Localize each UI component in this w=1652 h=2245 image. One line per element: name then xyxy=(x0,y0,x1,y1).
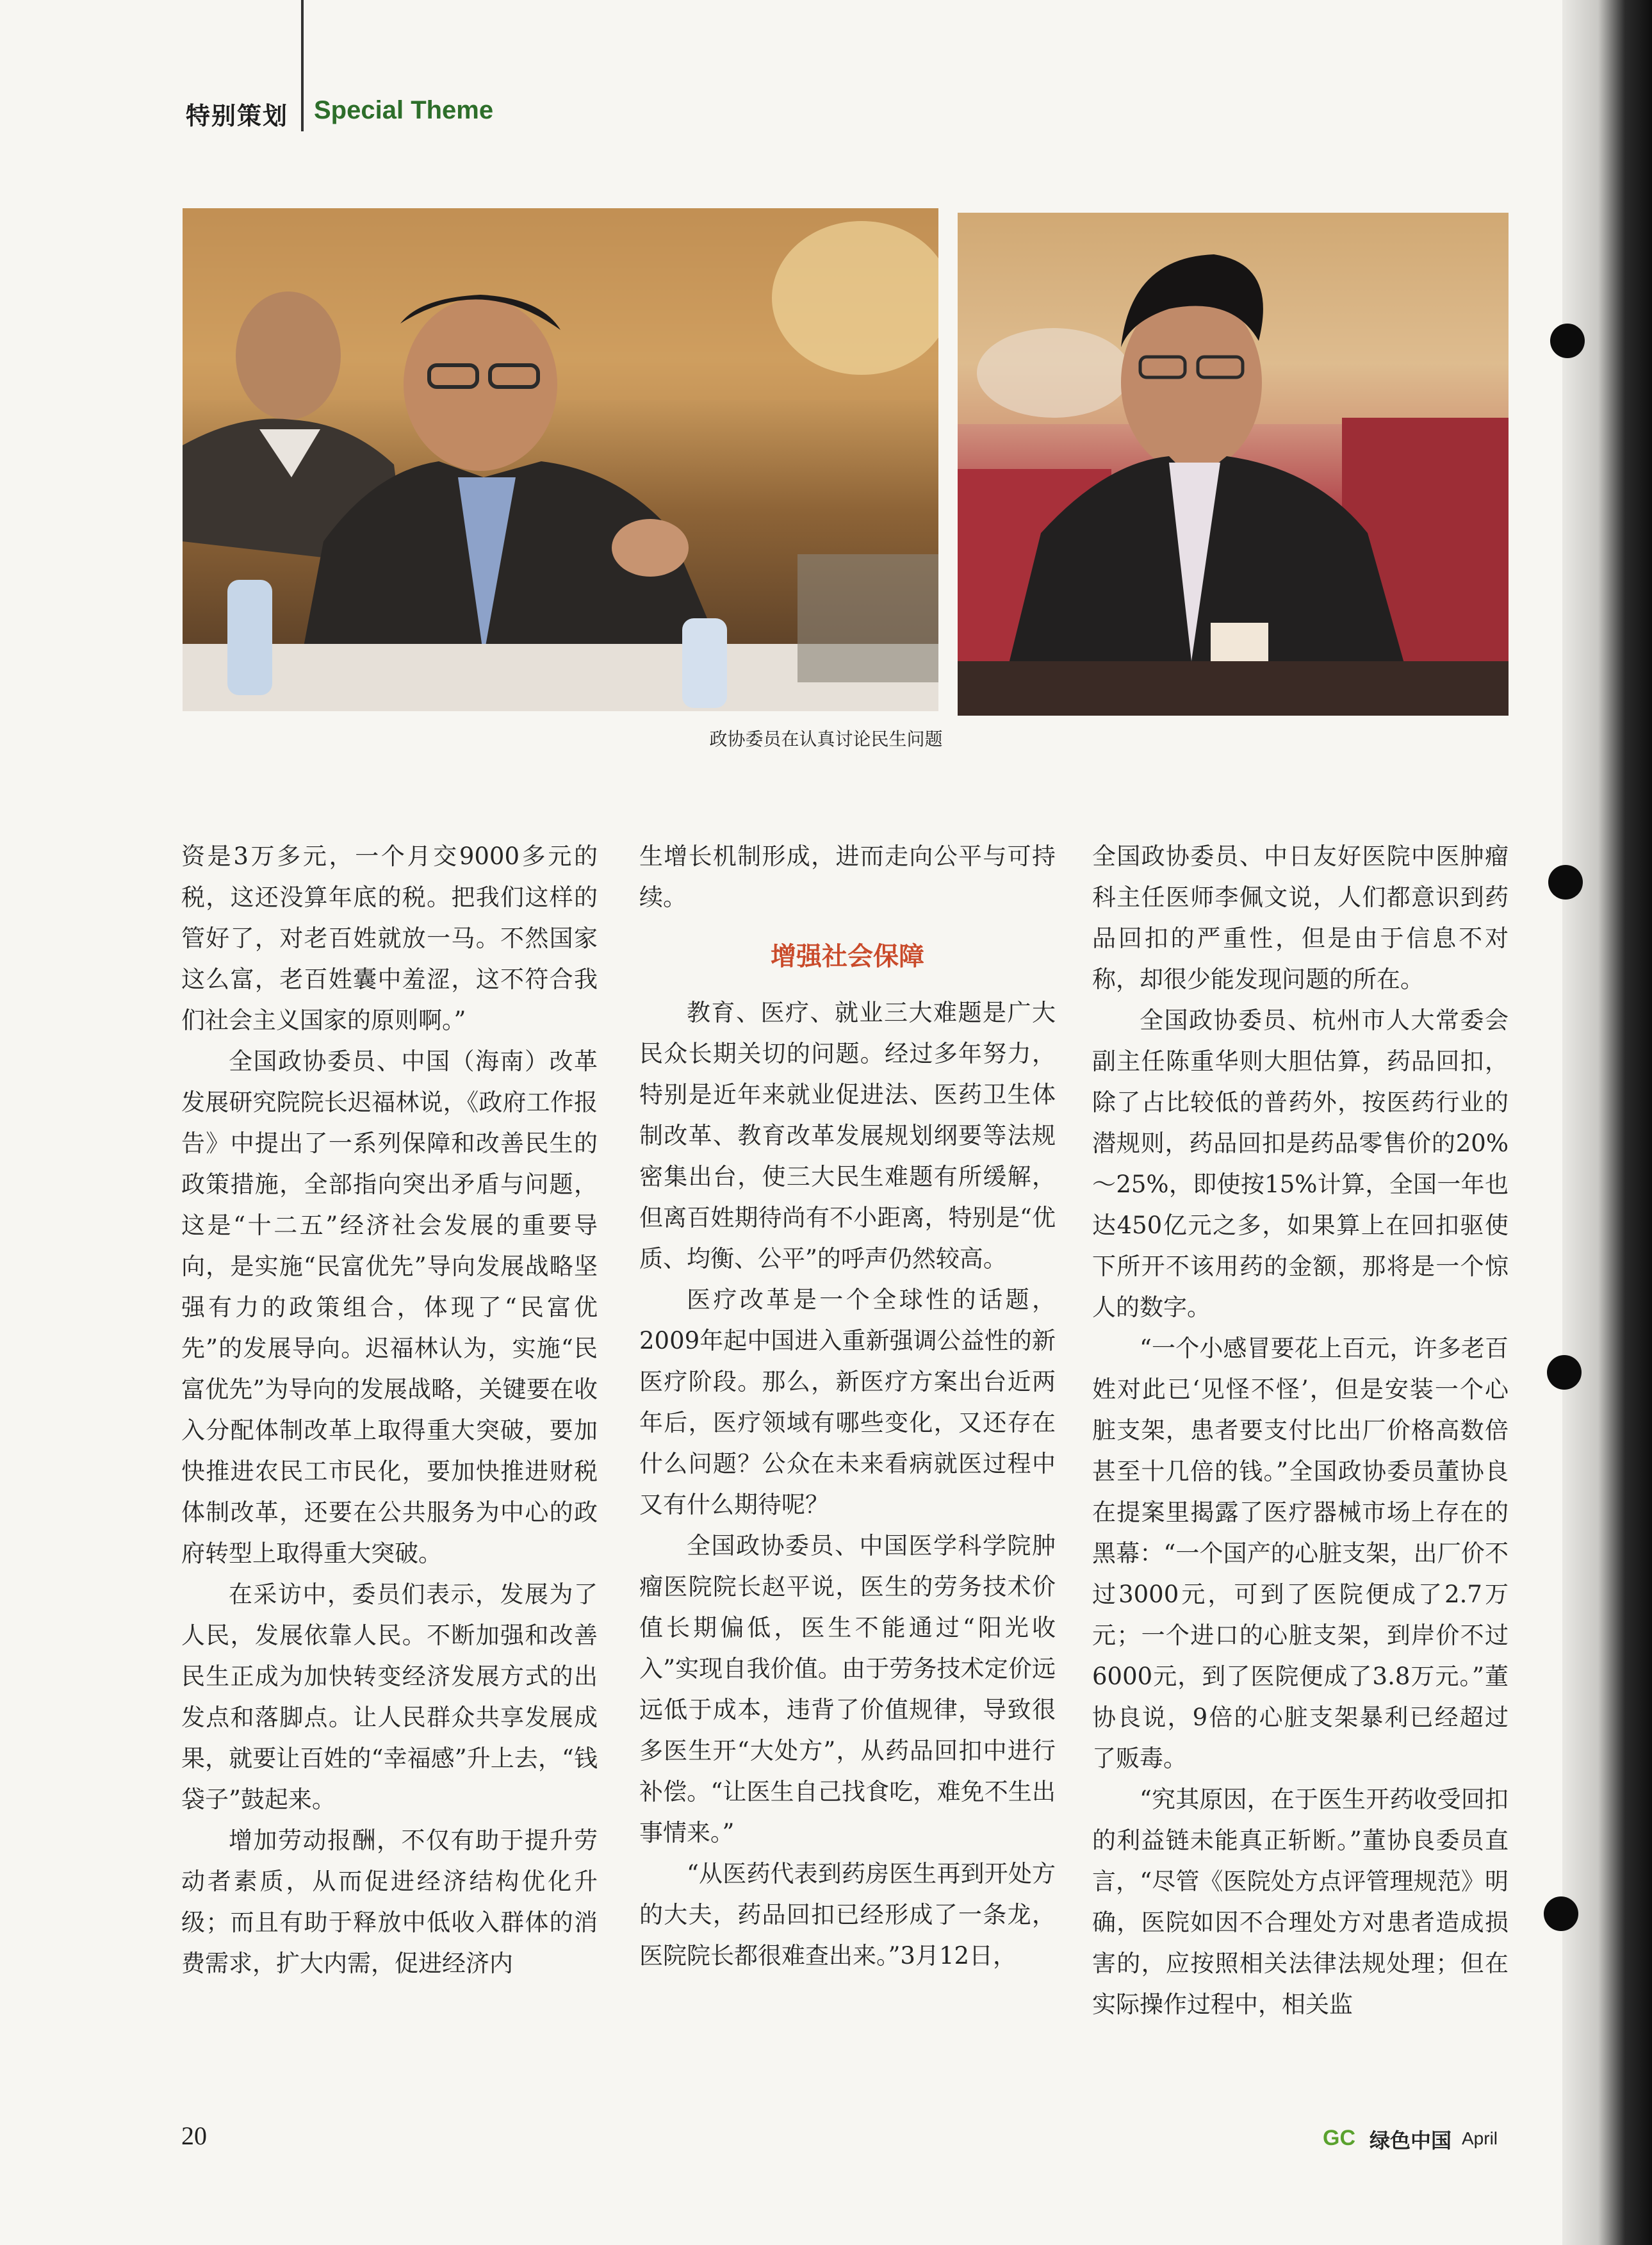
paragraph: 增加劳动报酬，不仅有助于提升劳动者素质，从而促进经济结构优化升级；而且有助于释放中低收入群体的消费需求，扩大内需，促进经济内 xyxy=(181,1827,598,1977)
photo-committee-member-listening xyxy=(958,213,1509,716)
magazine-name: 绿色中国 xyxy=(1370,2128,1452,2153)
binder-hole xyxy=(1547,1355,1582,1390)
paragraph: 全国政协委员、杭州市人大常委会副主任陈重华则大胆估算，药品回扣，除了占比较低的普药外，按医药行业的潜规则，药品回扣是药品零售价的20%～25%，即使按15%计算，全国一年也达450亿元之多，如果算上在回扣驱使下所开不该用药的金额，那将是一个惊人的数字。 xyxy=(1092,1007,1509,1321)
paragraph: “究其原因，在于医生开药收受回扣的利益链未能真正斩断。”董协良委员直言，“尽管《医院处方点评管理规范》明确，医院如因不合理处方对患者造成损害的，应按照相关法律法规处理；但在实际操作过程中，相关监 xyxy=(1092,1786,1509,2018)
page-number: 20 xyxy=(181,2121,207,2150)
paragraph: 医疗改革是一个全球性的话题，2009年起中国进入重新强调公益性的新医疗阶段。那么，新医疗方案出台近两年后，医疗领域有哪些变化，又还存在什么问题？公众在未来看病就医过程中又有什么期待呢？ xyxy=(639,1286,1056,1518)
paragraph: 在采访中，委员们表示，发展为了人民，发展依靠人民。不断加强和改善民生正成为加快转变经济发展方式的出发点和落脚点。让人民群众共享发展成果，就要让百姓的“幸福感”升上去，“钱袋子”鼓起来。 xyxy=(181,1581,598,1813)
paragraph: “从医药代表到药房医生再到开处方的大夫，药品回扣已经形成了一条龙，医院院长都很难查出来。”3月12日， xyxy=(639,1860,1056,1970)
article-column-2 xyxy=(639,836,1056,1977)
binder-hole xyxy=(1550,324,1585,358)
binder-hole xyxy=(1548,865,1583,900)
section-title-cn: 特别策划 xyxy=(186,102,289,130)
issue-month: April xyxy=(1462,2128,1498,2148)
header-divider xyxy=(301,0,304,131)
magazine-logo: GC xyxy=(1323,2126,1355,2150)
paragraph: 教育、医疗、就业三大难题是广大民众长期关切的问题。经过多年努力，特别是近年来就业促进法、医药卫生体制改革、教育改革发展规划纲要等法规密集出台，使三大民生难题有所缓解，但离百姓期待尚有不小距离，特别是“优质、均衡、公平”的呼声仍然较高。 xyxy=(639,999,1056,1272)
article-column-1 xyxy=(181,836,598,1984)
section-title-en: Special Theme xyxy=(314,96,494,124)
paragraph: 全国政协委员、中国医学科学院肿瘤医院院长赵平说，医生的劳务技术价值长期偏低，医生不能通过“阳光收入”实现自我价值。由于劳务技术定价远远低于成本，违背了价值规律，导致很多医生开“大处方”，从药品回扣中进行补偿。“让医生自己找食吃，难免不生出事情来。” xyxy=(639,1532,1056,1846)
paragraph: “一个小感冒要花上百元，许多老百姓对此已‘见怪不怪’，但是安装一个心脏支架，患者要支付比出厂价格高数倍甚至十几倍的钱。”全国政协委员董协良在提案里揭露了医疗器械市场上存在的黑幕：“一个国产的心脏支架，出厂价不过3000元，可到了医院便成了2.7万元；一个进口的心脏支架，到岸价不过6000元，到了医院便成了3.8万元。”董协良说，9倍的心脏支架暴利已经超过了贩毒。 xyxy=(1092,1335,1509,1772)
binder-hole xyxy=(1544,1896,1578,1931)
subsection-heading: 增强社会保障 xyxy=(771,942,924,971)
paragraph: 全国政协委员、中国（海南）改革发展研究院院长迟福林说，《政府工作报告》中提出了一系列保障和改善民生的政策措施，全部指向突出矛盾与问题，这是“十二五”经济社会发展的重要导向，是实施“民富优先”导向发展战略坚强有力的政策组合，体现了“民富优先”的发展导向。迟福林认为，实施“民富优先”为导向的发展战略，关键要在收入分配体制改革上取得重大突破，要加快推进农民工市民化，要加快推进财税体制改革，还要在公共服务为中心的政府转型上取得重大突破。 xyxy=(181,1048,598,1567)
paragraph: 生增长机制形成，进而走向公平与可持续。 xyxy=(639,843,1056,911)
article-column-3 xyxy=(1092,836,1509,2025)
paragraph: 资是3万多元，一个月交9000多元的税，这还没算年底的税。把我们这样的管好了，对老百姓就放一马。不然国家这么富，老百姓囊中羞涩，这不符合我们社会主义国家的原则啊。” xyxy=(181,843,598,1034)
photo-committee-members-discussion xyxy=(183,208,938,711)
paragraph: 全国政协委员、中日友好医院中医肿瘤科主任医师李佩文说，人们都意识到药品回扣的严重性，但是由于信息不对称，却很少能发现问题的所在。 xyxy=(1092,843,1509,993)
photo-caption: 政协委员在认真讨论民生问题 xyxy=(709,728,943,750)
